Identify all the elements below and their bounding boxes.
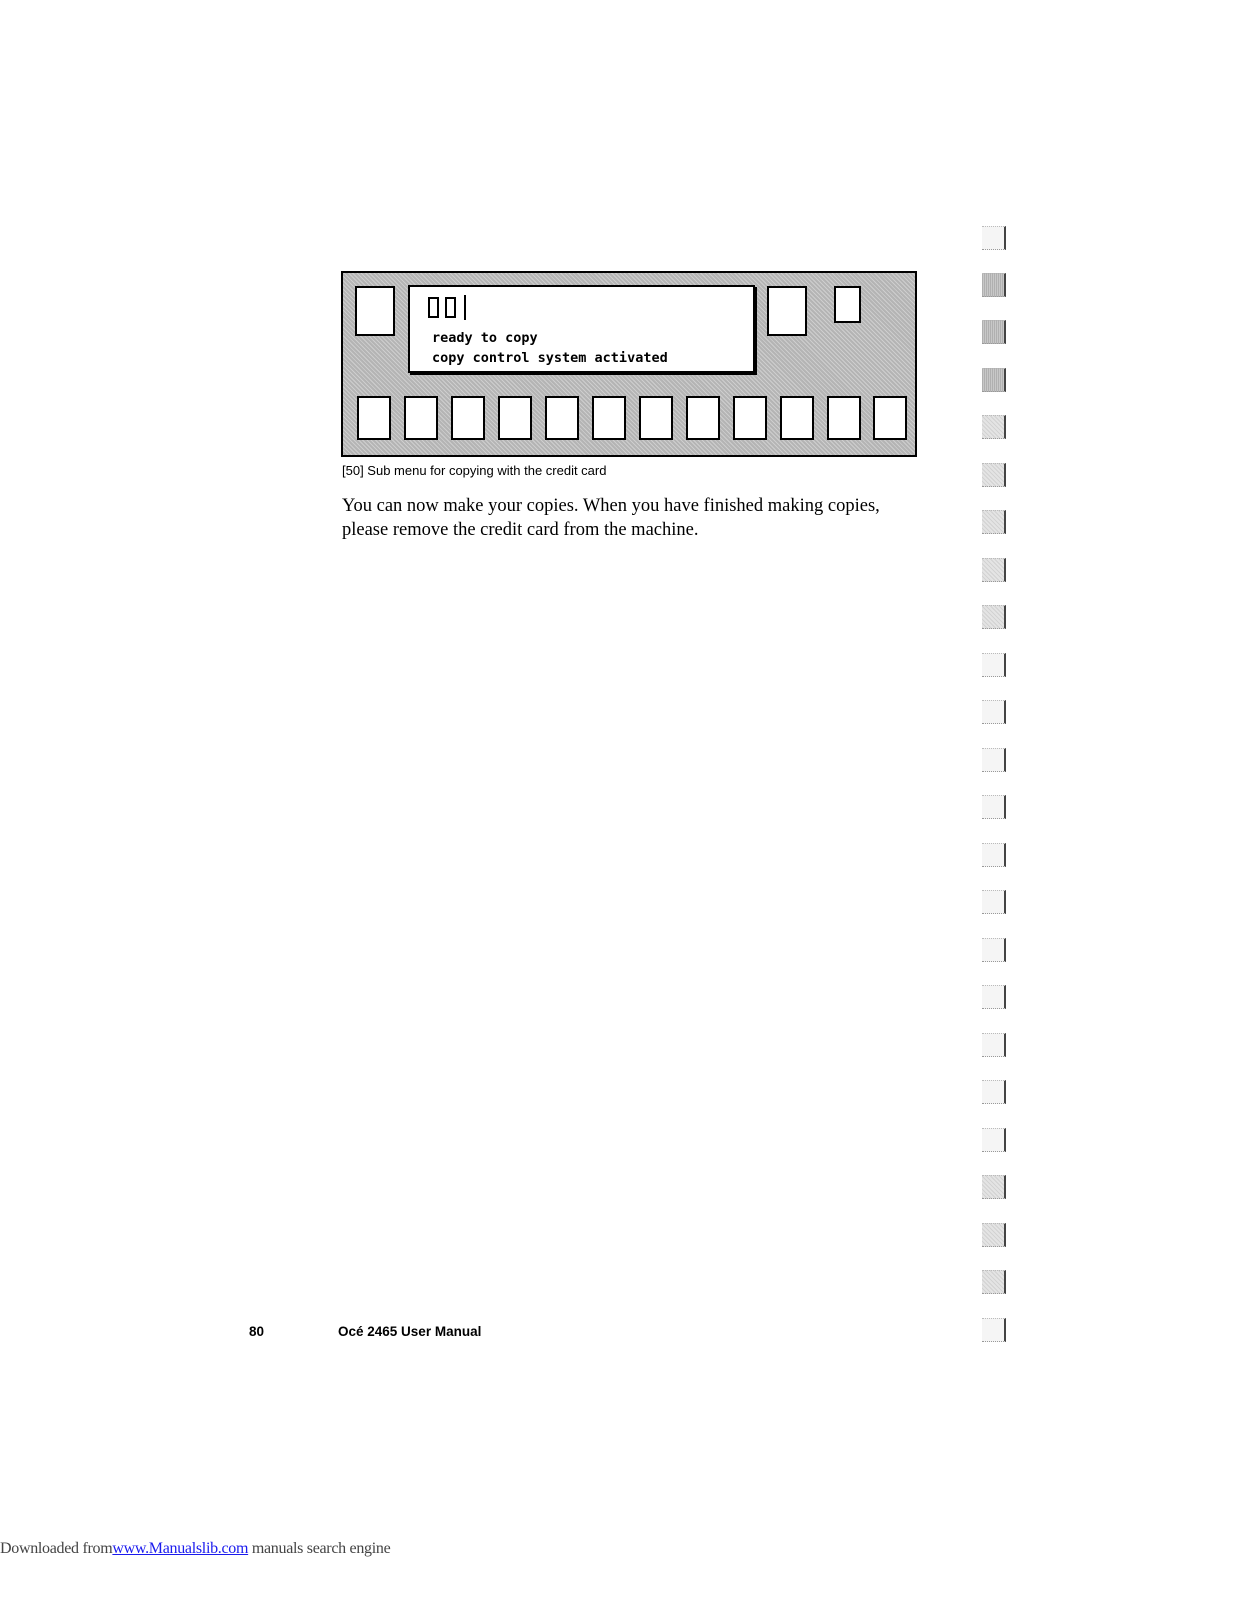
body-paragraph: You can now make your copies. When you have finished making copies, please remove the credit card from the machine. (342, 496, 880, 540)
thumb-index-tab (982, 1128, 1006, 1152)
thumb-index-tab (982, 700, 1006, 724)
thumb-index-tab (982, 748, 1006, 772)
thumb-index-tab (982, 273, 1006, 297)
soft-key-4 (498, 396, 532, 440)
figure-caption: [50] Sub menu for copying with the credit card (342, 463, 607, 478)
soft-key-7 (639, 396, 673, 440)
thumb-index-tab (982, 1033, 1006, 1057)
soft-key-8 (686, 396, 720, 440)
thumb-index-tab (982, 938, 1006, 962)
page-number: 80 (249, 1324, 265, 1339)
thumb-index-tab (982, 415, 1006, 439)
thumb-index-tab (982, 843, 1006, 867)
display-line-1: ready to copy (432, 330, 538, 346)
thumb-index-tab (982, 226, 1006, 250)
soft-key-12 (873, 396, 907, 440)
footer-suffix: manuals search engine (248, 1540, 391, 1557)
panel-key-top-right-1 (767, 286, 807, 336)
soft-key-1 (357, 396, 391, 440)
soft-key-10 (780, 396, 814, 440)
soft-key-9 (733, 396, 767, 440)
counter-digit (428, 297, 439, 318)
thumb-index-tab (982, 1270, 1006, 1294)
soft-key-2 (404, 396, 438, 440)
soft-key-3 (451, 396, 485, 440)
panel-key-top-left (355, 286, 395, 336)
thumb-index-tab (982, 463, 1006, 487)
thumb-index-tab (982, 1223, 1006, 1247)
soft-key-11 (827, 396, 861, 440)
copy-counter (428, 295, 466, 320)
thumb-index-tab (982, 1318, 1006, 1342)
soft-key-5 (545, 396, 579, 440)
counter-cursor (464, 295, 466, 320)
thumb-index-tab (982, 795, 1006, 819)
download-footer (0, 1540, 390, 1558)
counter-digit (445, 297, 456, 318)
thumb-index-tab (982, 558, 1006, 582)
control-panel-figure (341, 271, 917, 457)
footer-prefix: Downloaded from (0, 1540, 113, 1557)
panel-key-top-right-2 (834, 286, 861, 323)
running-title: Océ 2465 User Manual (338, 1324, 482, 1339)
thumb-index-tab (982, 653, 1006, 677)
thumb-index-tab (982, 890, 1006, 914)
display-line-2: copy control system activated (432, 350, 668, 366)
thumb-index-tab (982, 1175, 1006, 1199)
thumb-index-tab (982, 1080, 1006, 1104)
thumb-index-tab (982, 605, 1006, 629)
thumb-index-tab (982, 368, 1006, 392)
manualslib-link[interactable]: www.Manualslib.com (112, 1540, 249, 1557)
thumb-index-tab (982, 985, 1006, 1009)
thumb-index-tab (982, 510, 1006, 534)
thumb-index-tab (982, 320, 1006, 344)
soft-key-6 (592, 396, 626, 440)
panel-display (408, 285, 755, 373)
